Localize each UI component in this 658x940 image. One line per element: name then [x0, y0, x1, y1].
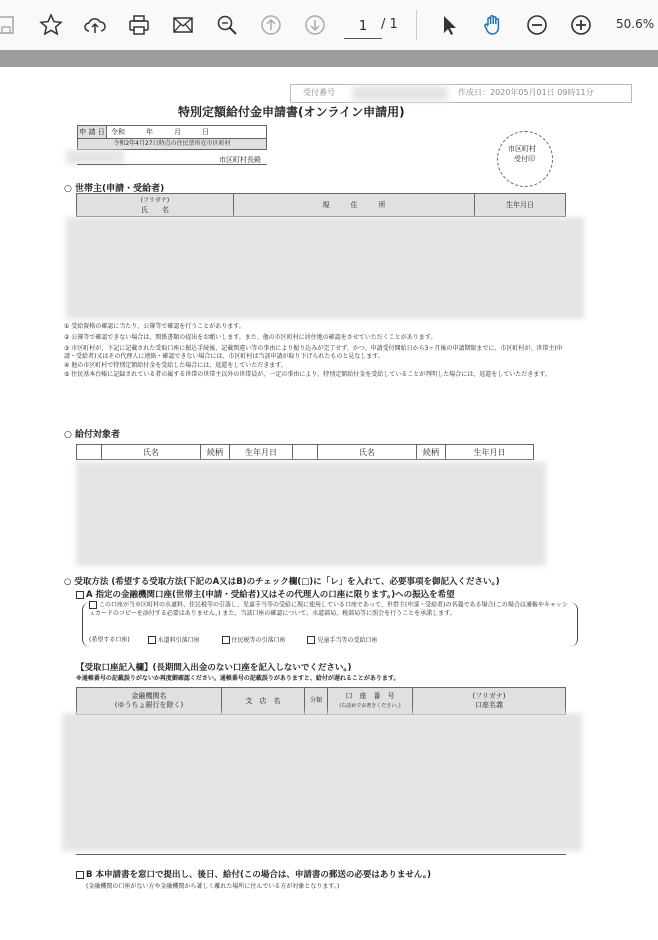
note-5: ⑤ 住民基本台帳に記録されている者の属する世帯の世帯主以外の世帯員が、一定の事由により、特別定額給付金を受給していることが判明した場合には、返還をしていただきます。	[64, 371, 551, 378]
previous-page-icon[interactable]	[258, 12, 284, 38]
bank-col5-label: (フリガナ)	[472, 692, 506, 700]
account-option-child[interactable]	[307, 637, 377, 644]
section-recipients-label: 給付対象者	[75, 430, 121, 440]
mayor-label: 市区町村長殿	[219, 156, 261, 164]
redacted-recipients	[76, 462, 546, 566]
zoom-in-icon[interactable]	[568, 12, 594, 38]
col2-name: 氏名	[102, 445, 201, 460]
option-b-note: (金融機関の口座がない方や金融機関から著しく離れた場所に住んでいる方が対象となります。)	[86, 883, 340, 890]
col2-dob-right: 生年月日	[446, 445, 534, 460]
document-title: 特別定額給付金申請書(オンライン申請用)	[178, 105, 405, 119]
residence-note: 令和2年4月27日時点の住民票所在市区町村	[78, 139, 267, 150]
bank-col-type: 分類	[305, 688, 328, 715]
option-a-label: A 指定の金融機関口座(世帯主(申請・受給者)又はその代理人の口座に限ります。)への振込を希望	[86, 590, 455, 600]
hand-tool-icon[interactable]	[480, 12, 506, 38]
bank-col1-label: 金融機関名	[131, 692, 167, 700]
viewer-gutter	[0, 50, 658, 67]
child-checkbox[interactable]	[307, 636, 315, 644]
zoom-out-icon[interactable]	[524, 12, 550, 38]
section-recipients: ○ 給付対象者	[64, 430, 121, 440]
redacted-householder-info	[66, 217, 584, 319]
col-furigana: (フリガナ)	[140, 197, 170, 204]
water-label: 水道料引落口座	[157, 636, 200, 644]
pdf-toolbar	[0, 0, 658, 51]
redacted-bank-info	[62, 713, 582, 851]
note-1: ① 受給資格の確認に当たり、公簿等で確認を行うことがあります。	[64, 323, 245, 330]
option-a-note-text: この口座が当市区町村の水道料、住民税等の引落し、児童手当等の受給に現に使用している口座であって、世帯主(申請・受給者)の名義である場合(この場合は通帳やキャッシュカードのコピーを添付する必要はありません。) また、当該口座の確認について、水道部局、税部局等に照会を行うことを承諾します。	[89, 601, 568, 617]
bank-col4-label: 口 座 番 号	[345, 692, 395, 700]
pdf-page	[0, 67, 658, 940]
bank-col-account-number	[328, 688, 413, 715]
section-householder-label: 世帯主(申請・受給者)	[75, 184, 165, 194]
zoom-search-icon[interactable]	[214, 12, 240, 38]
page-total: / 1	[381, 17, 398, 32]
col-name-label: 氏 名	[141, 206, 169, 214]
note-3: ③ 市区町村が、下記に記載された受取口座に振込手続後、記載関違い等の事由により振り込みが完了せず、かつ、申請受付開始日から3ヶ月後の申請期限までに、市区町村が、世帯主(申請・受給者)又はその代理人に連絡・確認できない場合には、市区町村は当該申請が取り下げられたものと見なします。	[64, 345, 563, 360]
recipients-table-header	[76, 444, 534, 460]
redacted-municipality	[66, 150, 124, 164]
option-a-row	[76, 588, 455, 600]
section-householder: ○ 世帯主(申請・受給者)	[64, 184, 165, 194]
redacted-receipt-number	[352, 86, 448, 101]
bank-col-institution	[77, 688, 222, 715]
zoom-level[interactable]: 50.6%	[616, 17, 655, 31]
print-icon[interactable]	[126, 12, 152, 38]
account-option-tax[interactable]	[222, 637, 286, 644]
stamp-line1: 市区町村	[508, 145, 536, 153]
toolbar-divider	[416, 10, 417, 40]
bank-warning: ※通帳番号の記載誤りがないか再度御確認ください。通帳番号の記載誤りがありますと、給付が遅れることがあります。	[76, 675, 400, 682]
application-date-table	[77, 125, 267, 150]
option-b-checkbox[interactable]	[76, 871, 84, 879]
tax-label: 住民税等の引落口座	[231, 636, 286, 644]
recipients-blank-cell-2	[293, 445, 318, 460]
bank-section-header: 【受取口座記入欄】(長期間入出金のない口座を記入しないでください。)	[76, 663, 352, 673]
bookmark-star-icon[interactable]	[38, 12, 64, 38]
bank-col-holder	[413, 688, 566, 715]
bank-col4-sub: (右詰めでお書きください。)	[339, 703, 401, 709]
note-4: ④ 他の市区町村で特別定額給付金を受給した場合には、返還をしていただきます。	[64, 362, 287, 369]
col-householder-name	[77, 194, 234, 217]
option-a-sub-checkbox[interactable]	[89, 601, 97, 609]
child-label: 児童手当等の受給口座	[317, 636, 378, 644]
col2-relationship-right: 続柄	[417, 445, 446, 460]
recipients-blank-cell	[77, 445, 102, 460]
date-label: 申 請 日	[78, 126, 107, 139]
option-a-checkbox[interactable]	[76, 591, 84, 599]
receipt-number-label: 受付番号	[303, 88, 335, 97]
householder-table-header	[76, 193, 566, 217]
note-2: ② 公簿等で確認できない場合は、関係書類の提出をお願いします。また、他の市区町村に居住地の確認をさせていただくことがあります。	[64, 334, 437, 341]
notes-list	[64, 323, 569, 379]
section-receipt-method-label: 受取方法 (希望する受取方法(下記のA又はB)のチェック欄(□)に「レ」を入れて、必要事項を御記入ください。)	[74, 577, 500, 587]
water-checkbox[interactable]	[148, 636, 156, 644]
email-icon[interactable]	[170, 12, 196, 38]
save-icon[interactable]	[0, 12, 20, 38]
account-option-water[interactable]	[148, 637, 200, 644]
stamp-line2: 受付印	[514, 155, 535, 163]
created-date: 作成日：2020年05月01日 09時11分	[458, 88, 594, 97]
option-b-label: B 本申請書を窓口で提出し、後日、給付(この場合は、申請書の郵送の必要はありません。)	[86, 870, 431, 880]
next-page-icon[interactable]	[302, 12, 328, 38]
bank-table-header	[76, 687, 566, 715]
bank-col-branch: 支 店 名	[222, 688, 305, 715]
tax-checkbox[interactable]	[222, 636, 230, 644]
cloud-upload-icon[interactable]	[82, 12, 108, 38]
section-receipt-method: ○ 受取方法 (希望する受取方法(下記のA又はB)のチェック欄(□)に「レ」を入れて、必要事項を御記入ください。)	[64, 577, 500, 587]
bank-table-bottom	[76, 854, 566, 855]
col2-relationship: 続柄	[201, 445, 230, 460]
col2-dob: 生年月日	[230, 445, 293, 460]
col2-name-right: 氏名	[318, 445, 417, 460]
page-number-input[interactable]	[344, 14, 382, 39]
col-address: 現 住 所	[234, 194, 475, 217]
date-value: 令和 年 月 日	[107, 126, 267, 139]
option-a-note	[89, 601, 573, 618]
select-cursor-icon[interactable]	[436, 12, 462, 38]
bank-col1-sub: (ゆうちょ銀行を除く)	[114, 701, 184, 709]
option-b-row	[76, 868, 431, 880]
preferred-accounts-label: (希望する口座)	[89, 636, 130, 644]
col-dob: 生年月日	[475, 194, 566, 217]
bank-col5-sub: 口座名義	[475, 701, 503, 709]
preferred-accounts	[89, 636, 378, 645]
